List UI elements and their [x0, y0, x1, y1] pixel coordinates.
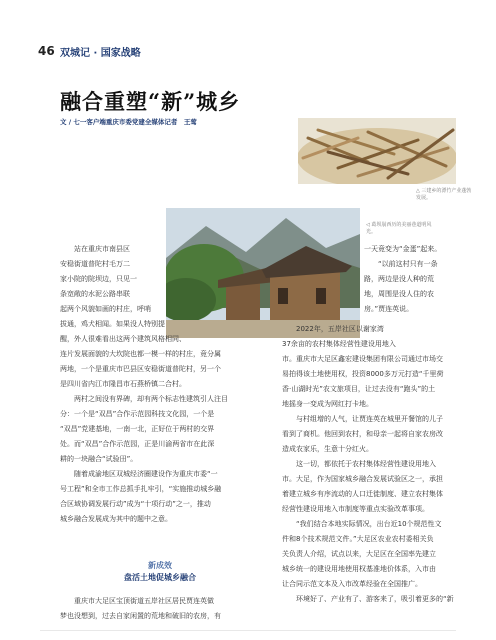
right-column-intro	[364, 242, 456, 317]
top-photo-caption: △ 三建乡的漂竹产业蓬勃发展。	[416, 188, 472, 201]
text-line: 城乡融合发展成为其中的题中之意。	[60, 515, 172, 523]
text-line: 香·山湖时光”农文旅项目，让过去没有“跑头”的土	[282, 385, 436, 393]
left-column-after-subhead	[60, 594, 272, 624]
text-line: 醒，外人很难看出这两个建筑风格相同、	[60, 335, 186, 343]
text-line: 37余亩的农村集体经营性建设用地入	[282, 340, 396, 348]
text-line: 处。而“双昌”合作示范园，正是川渝两省市在此深	[60, 440, 215, 448]
text-line: 随着成渝地区双城经济圈建设作为重庆市委“一	[74, 470, 218, 478]
text-line: 着建立城乡有序流动的人口迁徙制度、建立农村集体	[282, 490, 443, 498]
text-line: 经营性建设用地入市制度等重点实验改革事项。	[282, 505, 429, 513]
text-line: 与村组增的人气，让贾连英在城里开餐馆的儿子	[296, 415, 443, 423]
text-line: 号工程”和全市工作总抓手扎牢引，“实施推动城乡融	[60, 485, 222, 493]
text-line: 站在重庆市南县区	[74, 245, 130, 253]
text-line: 合区域协调发展行动”成为“十项行动”之一，推动	[60, 500, 211, 508]
text-line: 条宽敞的水泥公路串联	[60, 290, 130, 298]
left-column-intro	[60, 242, 166, 332]
text-line: 两村之间没有界碑，却有两个标志性建筑引人注目	[74, 395, 228, 403]
text-line: “以前这村只有一条	[378, 260, 438, 268]
text-line: 关负责人介绍，试点以来，大足区在全国率先建立	[282, 550, 436, 558]
village-photo	[166, 208, 360, 338]
article-title: 融合重塑“新”城乡	[60, 89, 241, 114]
text-line: 环境好了、产业有了、游客来了，吸引着更多的“新	[296, 595, 454, 603]
page-number: 46	[38, 44, 55, 58]
text-line: 市。重庆市大足区鑫宏建设集团有限公司通过市场交	[282, 355, 443, 363]
text-line: 拔通，鸡犬相闻。如果没人特别提	[60, 320, 165, 328]
text-line: 这一切，都依托于农村集体经营性建设用地入	[296, 460, 436, 468]
right-column-body	[282, 322, 456, 607]
text-line: 分：一个是“双昌”合作示范园科技文化园，一个是	[60, 410, 215, 418]
text-line: 耕的一块融合“试验田”。	[60, 455, 138, 463]
section-subhead	[60, 560, 260, 584]
text-line: 地摇身一变成为网红打卡地。	[282, 400, 373, 408]
text-line: 2022年，五岸社区以谢家湾	[296, 325, 384, 333]
text-line: 造成农家乐，生意十分红火。	[282, 445, 373, 453]
text-line: 城乡统一的建设用地使用权基准地价体系，入市由	[282, 565, 436, 573]
text-line: 看到了商机。他回到农村，和母亲一起将自家农房改	[282, 430, 443, 438]
article-byline: 文 / 七一客户端重庆市委党建全媒体记者 王莺	[60, 118, 197, 126]
text-line: 一天竟变为“金蛋”起来。	[364, 245, 442, 253]
text-line: 路，两边是没人种的荒	[364, 275, 434, 283]
text-line: 连片发展面貌的大坎院也都一模一样的村庄，竟分属	[60, 350, 221, 358]
text-line: “双昌”党建基地，一南一北，正好位于两村的交界	[60, 425, 215, 433]
text-line: 易拍得该土地使用权，投资8000多万元打造“千里荷	[282, 370, 444, 378]
left-column-body	[60, 332, 272, 527]
bamboo-shoots-photo	[298, 118, 456, 184]
text-line: 让合同示范文本及入市改革经验在全国推广。	[282, 580, 422, 588]
text-line: 件和8个技术规范文件。”大足区农业农村委相关负	[282, 535, 434, 543]
page-bottom-rule	[40, 630, 456, 631]
text-line: “我们结合本地实际情况，出台近10个规范性文	[296, 520, 442, 528]
subhead-kicker: 新成效	[148, 561, 172, 570]
text-line: 安稳街道普陀村毛万二	[60, 260, 130, 268]
text-line: 两地，一个是重庆市巴县区安稳街道普陀村，另一个	[60, 365, 221, 373]
text-line: 地，周围是没人住的农	[364, 290, 434, 298]
subhead-title: 盘活土地促城乡融合	[124, 573, 196, 582]
text-line: 起两个风貌如画的村庄，呼哨	[60, 305, 151, 313]
text-line: 重庆市大足区宝顶街道五岸社区居民贾连英做	[74, 597, 214, 605]
section-tag: 双城记 · 国家战略	[60, 48, 141, 59]
text-line: 市。大足，作为国家城乡融合发展试验区之一，承担	[282, 475, 443, 483]
text-line: 是四川省内江市隆昌市石燕桥镇二合村。	[60, 380, 186, 388]
text-line: 房。”贾连英说。	[364, 305, 414, 313]
text-line: 家小院的院坝边，只见一	[60, 275, 137, 283]
text-line: 梦也没想到，过去自家闲置的荒地和破旧的农房，有	[60, 612, 221, 620]
main-photo-caption: ◁ 葛坝崩西历的美丽巷道明风光。	[366, 222, 432, 235]
